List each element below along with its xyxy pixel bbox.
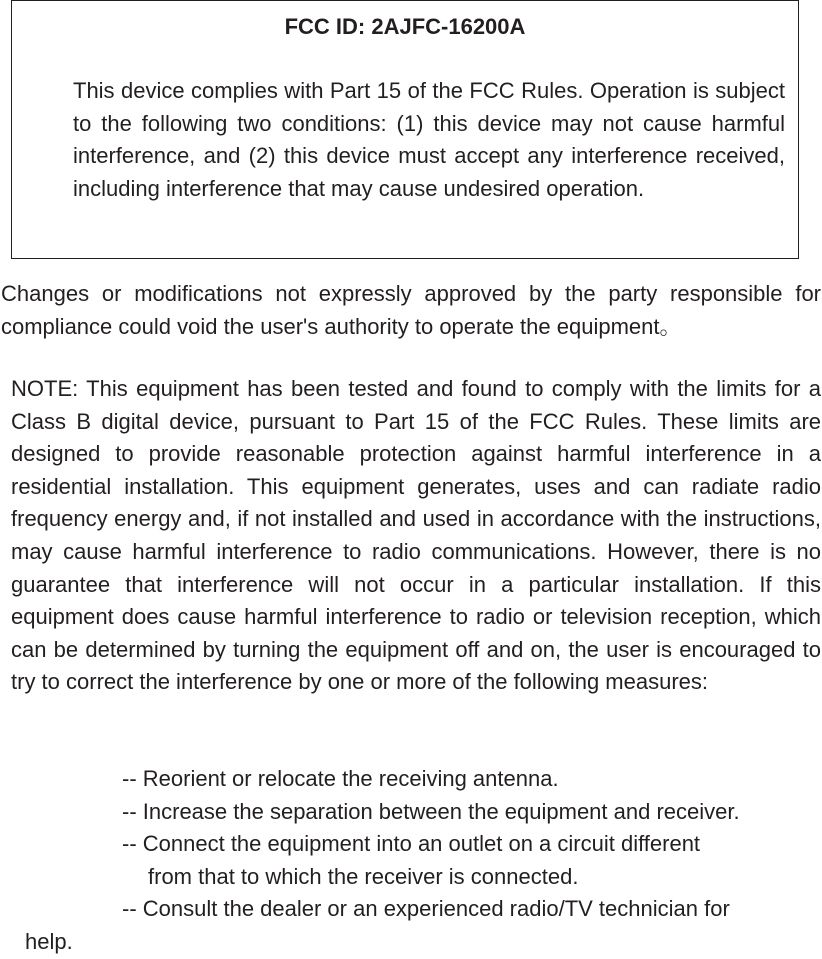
measure-text: -- Reorient or relocate the receiving antenna. bbox=[122, 766, 559, 791]
measure-text: -- Increase the separation between the equipment and receiver. bbox=[122, 798, 740, 824]
measure-text-continued: from that to which the receiver is connected. bbox=[148, 863, 579, 889]
fcc-compliance-statement: This device complies with Part 15 of the FCC Rules. Operation is subject to the following two conditions: (1) this device may not cause harmful interference, and (2) this device must accept any interference received, including interference that may cause undesired operation. bbox=[73, 78, 785, 201]
measure-reorient bbox=[0, 763, 822, 796]
measure-increase-separation bbox=[0, 796, 822, 829]
measures-list bbox=[0, 763, 822, 959]
class-b-note: NOTE: This equipment has been tested and found to comply with the limits for a Class B digital device, pursuant to Part 15 of the FCC Rules. These limits are designed to provide reasonable protection against harmful interference in a residential installation. This equipment generates, uses and can radiate radio frequency energy and, if not installed and used in accordance with the instructions, may cause harmful interference to radio communications. However, there is no guarantee that interference will not occur in a particular installation. If this equipment does cause harmful interference to radio or television reception, which can be determined by turning the equipment off and on, the user is encouraged to try to correct the interference by one or more of the following measures: bbox=[11, 376, 821, 695]
measure-text: -- Connect the equipment into an outlet on a circuit different bbox=[122, 831, 701, 857]
measure-text-continued: help. bbox=[25, 928, 73, 954]
fcc-id-title: FCC ID: 2AJFC-16200A bbox=[284, 14, 526, 39]
measure-consult-dealer bbox=[0, 893, 822, 958]
measure-text: -- Consult the dealer or an experienced radio/TV technician for bbox=[122, 896, 730, 922]
fcc-id-box bbox=[11, 0, 799, 259]
measure-connect-outlet bbox=[0, 828, 822, 893]
changes-warning: Changes or modifications not expressly approved by the party responsible for compliance could void the user's authority to operate the equipment。 bbox=[1, 281, 821, 339]
